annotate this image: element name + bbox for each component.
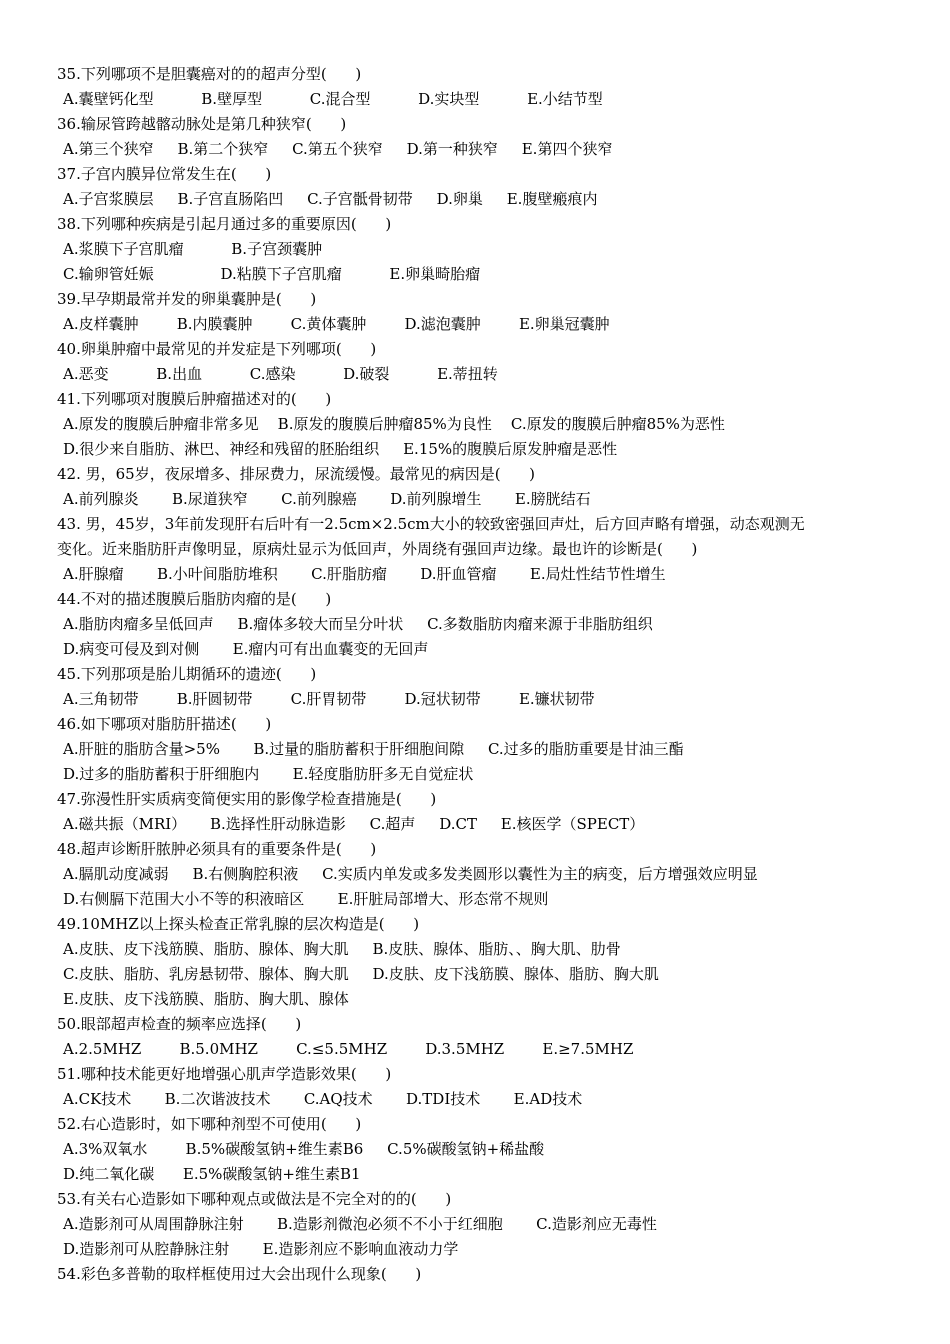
question-40: 40.卵巢肿瘤中最常见的并发症是下列哪项( ) bbox=[57, 340, 377, 358]
question-48-options: D.右侧膈下范围大小不等的积液暗区 E.肝脏局部增大、形态常不规则 bbox=[63, 890, 549, 908]
question-47-options: A.磁共振（MRI） B.选择性肝动脉造影 C.超声 D.CT E.核医学（SPECT） bbox=[63, 815, 645, 833]
question-49-options: A.皮肤、皮下浅筋膜、脂肪、腺体、胸大肌 B.皮肤、腺体、脂肪、、胸大肌、肋骨 bbox=[63, 940, 621, 958]
question-46: 46.如下哪项对脂肪肝描述( ) bbox=[57, 715, 272, 733]
question-48-options: A.膈肌动度减弱 B.右侧胸腔积液 C.实质内单发或多发类圆形以囊性为主的病变，后方增强效应明显 bbox=[63, 865, 758, 883]
question-53-options: A.造影剂可从周围静脉注射 B.造影剂微泡必须不不小于红细胞 C.造影剂应无毒性 bbox=[63, 1215, 657, 1233]
question-38-options: C.输卵管妊娠 D.粘膜下子宫肌瘤 E.卵巢畸胎瘤 bbox=[63, 265, 481, 283]
question-36-options: A.第三个狭窄 B.第二个狭窄 C.第五个狭窄 D.第一种狭窄 E.第四个狭窄 bbox=[63, 140, 613, 158]
question-47: 47.弥漫性肝实质病变简便实用的影像学检查措施是( ) bbox=[57, 790, 437, 808]
question-53-options: D.造影剂可从腔静脉注射 E.造影剂应不影响血液动力学 bbox=[63, 1240, 459, 1258]
question-51-options: A.CK技术 B.二次谐波技术 C.AQ技术 D.TDI技术 E.AD技术 bbox=[63, 1090, 583, 1108]
question-38-options: A.浆膜下子宫肌瘤 B.子宫颈囊肿 bbox=[63, 240, 323, 258]
question-52-options: A.3%双氧水 B.5%碳酸氢钠+维生素B6 C.5%碳酸氢钠+稀盐酸 bbox=[63, 1140, 545, 1158]
question-44-options: D.病变可侵及到对侧 E.瘤内可有出血囊变的无回声 bbox=[63, 640, 429, 658]
question-35: 35.下列哪项不是胆囊癌对的的超声分型( ) bbox=[57, 65, 362, 83]
question-44: 44.不对的描述腹膜后脂肪肉瘤的是( ) bbox=[57, 590, 332, 608]
question-35-options: A.囊壁钙化型 B.壁厚型 C.混合型 D.实块型 E.小结节型 bbox=[63, 90, 603, 108]
question-50: 50.眼部超声检查的频率应选择( ) bbox=[57, 1015, 302, 1033]
question-48: 48.超声诊断肝脓肿必须具有的重要条件是( ) bbox=[57, 840, 377, 858]
question-52-options: D.纯二氧化碳 E.5%碳酸氢钠+维生素B1 bbox=[63, 1165, 361, 1183]
question-54: 54.彩色多普勒的取样框使用过大会出现什么现象( ) bbox=[57, 1265, 422, 1283]
question-46-options: D.过多的脂肪蓄积于肝细胞内 E.轻度脂肪肝多无自觉症状 bbox=[63, 765, 474, 783]
question-52: 52.右心造影时，如下哪种剂型不可使用( ) bbox=[57, 1115, 362, 1133]
question-41-options: A.原发的腹膜后肿瘤非常多见 B.原发的腹膜后肿瘤85%为良性 C.原发的腹膜后肿瘤85%为恶性 bbox=[63, 415, 725, 433]
question-51: 51.哪种技术能更好地增强心肌声学造影效果( ) bbox=[57, 1065, 392, 1083]
question-43-cont: 变化。近来脂肪肝声像明显，原病灶显示为低回声，外周绕有强回声边缘。最也许的诊断是( ) bbox=[57, 540, 698, 558]
question-53: 53.有关右心造影如下哪种观点或做法是不完全对的的( ) bbox=[57, 1190, 452, 1208]
question-39-options: A.皮样囊肿 B.内膜囊肿 C.黄体囊肿 D.滤泡囊肿 E.卵巢冠囊肿 bbox=[63, 315, 610, 333]
question-37-options: A.子宫浆膜层 B.子宫直肠陷凹 C.子宫骶骨韧带 D.卵巢 E.腹壁瘢痕内 bbox=[63, 190, 598, 208]
question-37: 37.子宫内膜异位常发生在( ) bbox=[57, 165, 272, 183]
question-43: 43. 男，45岁，3年前发现肝右后叶有一2.5cm×2.5cm大小的较致密强回声灶，后方回声略有增强，动态观测无 bbox=[57, 515, 805, 533]
question-49-options: E.皮肤、皮下浅筋膜、脂肪、胸大肌、腺体 bbox=[63, 990, 349, 1008]
question-50-options: A.2.5MHZ B.5.0MHZ C.≤5.5MHZ D.3.5MHZ E.≥7.5MHZ bbox=[63, 1040, 634, 1058]
question-36: 36.输尿管跨越髂动脉处是第几种狭窄( ) bbox=[57, 115, 347, 133]
question-46-options: A.肝脏的脂肪含量>5% B.过量的脂肪蓄积于肝细胞间隙 C.过多的脂肪重要是甘油三酯 bbox=[63, 740, 684, 758]
question-45-options: A.三角韧带 B.肝圆韧带 C.肝胃韧带 D.冠状韧带 E.镰状韧带 bbox=[63, 690, 595, 708]
question-38: 38.下列哪种疾病是引起月通过多的重要原因( ) bbox=[57, 215, 392, 233]
question-41: 41.下列哪项对腹膜后肿瘤描述对的( ) bbox=[57, 390, 332, 408]
question-45: 45.下列那项是胎儿期循环的遗迹( ) bbox=[57, 665, 317, 683]
question-39: 39.早孕期最常并发的卵巢囊肿是( ) bbox=[57, 290, 317, 308]
question-49-options: C.皮肤、脂肪、乳房悬韧带、腺体、胸大肌 D.皮肤、皮下浅筋膜、腺体、脂肪、胸大肌 bbox=[63, 965, 659, 983]
question-42: 42. 男，65岁，夜尿增多、排尿费力，尿流缓慢。最常见的病因是( ) bbox=[57, 465, 536, 483]
question-44-options: A.脂肪肉瘤多呈低回声 B.瘤体多较大而呈分叶状 C.多数脂肪肉瘤来源于非脂肪组织 bbox=[63, 615, 653, 633]
question-41-options: D.很少来自脂肪、淋巴、神经和残留的胚胎组织 E.15%的腹膜后原发肿瘤是恶性 bbox=[63, 440, 618, 458]
question-42-options: A.前列腺炎 B.尿道狭窄 C.前列腺癌 D.前列腺增生 E.膀胱结石 bbox=[63, 490, 591, 508]
question-49: 49.10MHZ以上探头检查正常乳腺的层次构造是( ) bbox=[57, 915, 420, 933]
question-40-options: A.恶变 B.出血 C.感染 D.破裂 E.蒂扭转 bbox=[63, 365, 498, 383]
question-43-options: A.肝腺瘤 B.小叶间脂肪堆积 C.肝脂肪瘤 D.肝血管瘤 E.局灶性结节性增生 bbox=[63, 565, 666, 583]
